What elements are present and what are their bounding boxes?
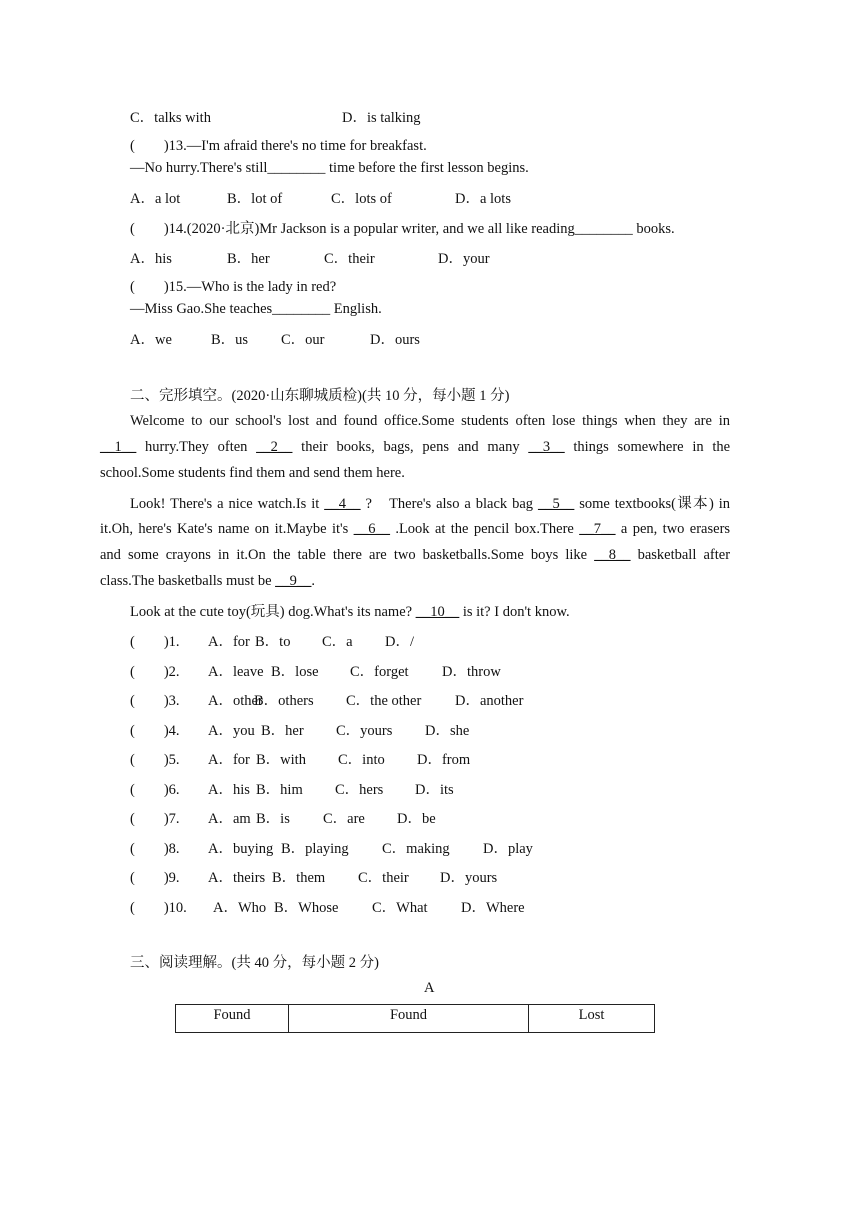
- cloze-p1-line1: Welcome to our school's lost and found office.Some students often lose things when they are in: [130, 413, 730, 429]
- text-segment: Look! There's a nice watch.Is it: [130, 496, 320, 512]
- cloze-heading: 二、完形填空。(2020·山东聊城质检)(共 10 分，每小题 1 分): [130, 388, 510, 404]
- q15-option-a: A．we: [130, 332, 172, 348]
- question-number: ( )3.: [130, 693, 180, 709]
- blank-5: __5__: [538, 496, 575, 512]
- text-segment: .Look at the pencil box.There: [395, 521, 574, 537]
- blank-7: __7__: [579, 521, 616, 537]
- blank-4: __4__: [324, 496, 361, 512]
- q14-option-c: C．their: [324, 251, 375, 267]
- option-b: B．him: [256, 782, 303, 798]
- option-d: D．its: [415, 782, 454, 798]
- option-a: A．for: [208, 634, 250, 650]
- option-d: D．Where: [461, 900, 525, 916]
- q14-option-a: A．his: [130, 251, 172, 267]
- option-c: C．into: [338, 752, 385, 768]
- q15-option-c: C．our: [281, 332, 325, 348]
- option-b: B．them: [272, 870, 326, 886]
- reading-section-label: A: [424, 980, 435, 996]
- text-segment: ? There's also a black bag: [365, 496, 534, 512]
- option-d: D．play: [483, 841, 533, 857]
- table-header-row: [176, 1005, 655, 1033]
- blank-8: __8__: [594, 547, 631, 563]
- blank-2: __2__: [256, 439, 293, 455]
- option-c-prev: C．talks with: [130, 110, 211, 126]
- option-d-prev: D．is talking: [342, 110, 421, 126]
- q13-reply: —No hurry.There's still________ time before the first lesson begins.: [130, 160, 529, 176]
- cloze-p2-line1: [130, 492, 730, 513]
- text-segment: basketball after: [637, 547, 731, 563]
- text-segment: some textbooks(课本) in: [579, 496, 731, 512]
- question-number: ( )2.: [130, 664, 180, 680]
- blank-1: __1__: [100, 439, 137, 455]
- text-segment: things somewhere in the: [573, 439, 731, 455]
- option-a: A．am: [208, 811, 251, 827]
- text-segment: class.The basketballs must be: [100, 573, 272, 589]
- option-b: B．with: [256, 752, 306, 768]
- option-c: C．their: [358, 870, 409, 886]
- question-number: ( )4.: [130, 723, 180, 739]
- question-number: ( )9.: [130, 870, 180, 886]
- option-c: C．forget: [350, 664, 409, 680]
- cloze-p1-line2: [100, 439, 730, 456]
- q14-option-b: B．her: [227, 251, 270, 267]
- q15-option-b: B．us: [211, 332, 249, 348]
- option-c: C．making: [382, 841, 450, 857]
- table-header-cell: Lost: [529, 1005, 655, 1033]
- text-segment: their books, bags, pens and many: [301, 439, 520, 455]
- blank-6: __6__: [353, 521, 390, 537]
- text-segment: hurry.They often: [145, 439, 248, 455]
- option-b: B．lose: [271, 664, 319, 680]
- q13-option-d: D．a lots: [455, 191, 511, 207]
- option-b: B．is: [256, 811, 290, 827]
- option-d: D．from: [417, 752, 471, 768]
- q15-reply: —Miss Gao.She teaches________ English.: [130, 301, 382, 317]
- text-segment: is it? I don't know.: [462, 604, 570, 620]
- question-number: ( )1.: [130, 634, 180, 650]
- question-number: ( )8.: [130, 841, 180, 857]
- question-number: ( )5.: [130, 752, 180, 768]
- option-c: C．hers: [335, 782, 384, 798]
- table-header-cell: Found: [289, 1005, 529, 1033]
- q15-option-d: D．ours: [370, 332, 420, 348]
- reading-heading: 三、阅读理解。(共 40 分，每小题 2 分): [130, 955, 379, 971]
- option-a: A．theirs: [208, 870, 266, 886]
- option-c: C．the other: [346, 693, 422, 709]
- blank-9: __9__: [275, 573, 312, 589]
- option-a: A．his: [208, 782, 250, 798]
- question-number: ( )7.: [130, 811, 180, 827]
- option-b: B．to: [255, 634, 291, 650]
- option-c: C．What: [372, 900, 428, 916]
- option-d: D．she: [425, 723, 470, 739]
- text-segment: Look at the cute toy(玩具) dog.What's its name?: [130, 604, 413, 620]
- cloze-p2-line2: [100, 521, 730, 538]
- q13-stem: ( )13.—I'm afraid there's no time for breakfast.: [130, 138, 427, 154]
- text-segment: and some crayons in it.On the table there are two basketballs.Some boys like: [100, 547, 588, 563]
- text-segment: it.Oh, here's Kate's name on it.Maybe it's: [100, 521, 349, 537]
- option-c: C．are: [323, 811, 365, 827]
- cloze-p2-line3: [100, 547, 730, 564]
- q15-stem: ( )15.—Who is the lady in red?: [130, 279, 337, 295]
- option-d: D．/: [385, 634, 414, 650]
- text-segment: .: [311, 573, 316, 589]
- option-d: D．be: [397, 811, 436, 827]
- option-a: A．buying: [208, 841, 274, 857]
- text-segment: a pen, two erasers: [620, 521, 731, 537]
- question-number: ( )10.: [130, 900, 187, 916]
- q14-option-d: D．your: [438, 251, 490, 267]
- q13-option-c: C．lots of: [331, 191, 392, 207]
- q13-option-a: A．a lot: [130, 191, 181, 207]
- option-a: A．you: [208, 723, 255, 739]
- option-a: A．leave: [208, 664, 264, 680]
- found-lost-table: [175, 1004, 655, 1033]
- option-d: D．throw: [442, 664, 501, 680]
- option-a: A．Who: [213, 900, 267, 916]
- option-a: A．other: [208, 693, 263, 709]
- option-d: D．another: [455, 693, 524, 709]
- option-b: B．playing: [281, 841, 349, 857]
- blank-3: __3__: [528, 439, 565, 455]
- option-d: D．yours: [440, 870, 498, 886]
- q14-stem: ( )14.(2020·北京)Mr Jackson is a popular writer, and we all like reading________ books.: [130, 221, 675, 237]
- blank-10: __10__: [415, 604, 460, 620]
- q13-option-b: B．lot of: [227, 191, 283, 207]
- cloze-p1-line3: school.Some students find them and send them here.: [100, 465, 405, 481]
- option-b: B．Whose: [274, 900, 339, 916]
- option-a: A．for: [208, 752, 250, 768]
- option-b: B．others: [254, 693, 314, 709]
- question-number: ( )6.: [130, 782, 180, 798]
- option-c: C．a: [322, 634, 353, 650]
- cloze-p3-line1: [130, 600, 570, 621]
- option-c: C．yours: [336, 723, 393, 739]
- table-header-cell: Found: [176, 1005, 289, 1033]
- option-b: B．her: [261, 723, 304, 739]
- cloze-p2-line4: [100, 573, 315, 590]
